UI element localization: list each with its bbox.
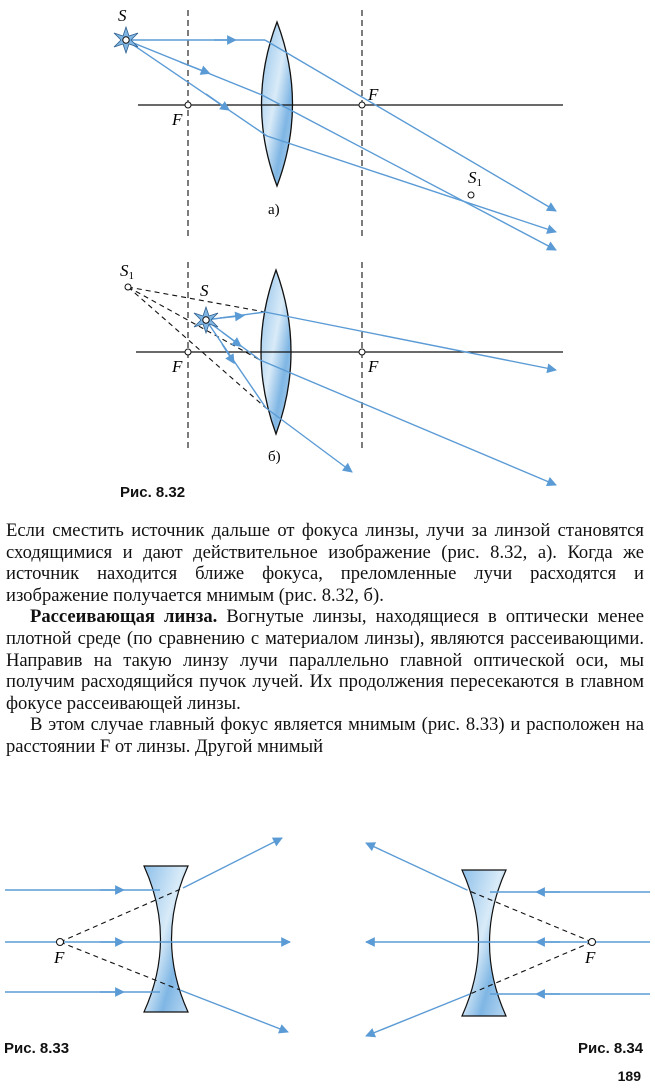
label-S-b: S — [200, 281, 209, 300]
page-number: 189 — [617, 1068, 641, 1084]
caption-fig-8-32: Рис. 8.32 — [120, 484, 186, 501]
body-text — [6, 520, 644, 758]
paragraph-2-text: Вогнутые линзы, находящиеся в оптически менее плотной среде (по сравнению с материалом линзы), являются рассеивающими. Направив на такую линзу лучи параллельно главной оптической оси, мы получим расходящийся пучок лучей. Их продолжения пересекаются в главном фокусе рассеивающей линзы. — [6, 606, 644, 714]
figure-8-32-a — [114, 6, 563, 250]
label-F-left-b: F — [172, 357, 183, 376]
label-F-833: F — [54, 948, 65, 967]
figure-8-32-b — [120, 261, 563, 485]
label-S1-b: S1 — [120, 261, 134, 282]
rays-834 — [366, 843, 650, 1036]
rays-b — [206, 312, 556, 485]
sublabel-b: б) — [268, 449, 281, 465]
sublabel-a: а) — [268, 202, 280, 218]
figure-8-34 — [366, 843, 650, 1036]
paragraph-2 — [6, 606, 644, 714]
virtual-extensions-b — [128, 287, 266, 408]
caption-fig-8-33: Рис. 8.33 — [4, 1040, 70, 1057]
label-S-a: S — [118, 6, 127, 25]
label-F-834: F — [585, 948, 596, 967]
paragraph-3: В этом случае главный фокус является мнимым (рис. 8.33) и расположен на расстоянии F от линзы. Другой мнимый — [6, 714, 644, 757]
paragraph-1: Если сместить источник дальше от фокуса линзы, лучи за линзой становятся сходящимися и дают действительное изображение (рис. 8.32, а). Когда же источник находится ближе фокуса, преломленные лучи расходятся и изображение получается мнимым (рис. 8.32, б). — [6, 520, 644, 606]
source-star-b — [194, 307, 218, 333]
label-F-right-b: F — [368, 357, 379, 376]
label-F-left-a: F — [172, 110, 183, 129]
rays-a — [126, 40, 556, 250]
label-S1-a: S1 — [468, 168, 482, 189]
caption-fig-8-34: Рис. 8.34 — [578, 1040, 644, 1057]
figure-8-33 — [5, 838, 290, 1032]
term-diverging-lens: Рассеивающая линза. — [30, 606, 218, 628]
label-F-right-a: F — [368, 85, 379, 104]
